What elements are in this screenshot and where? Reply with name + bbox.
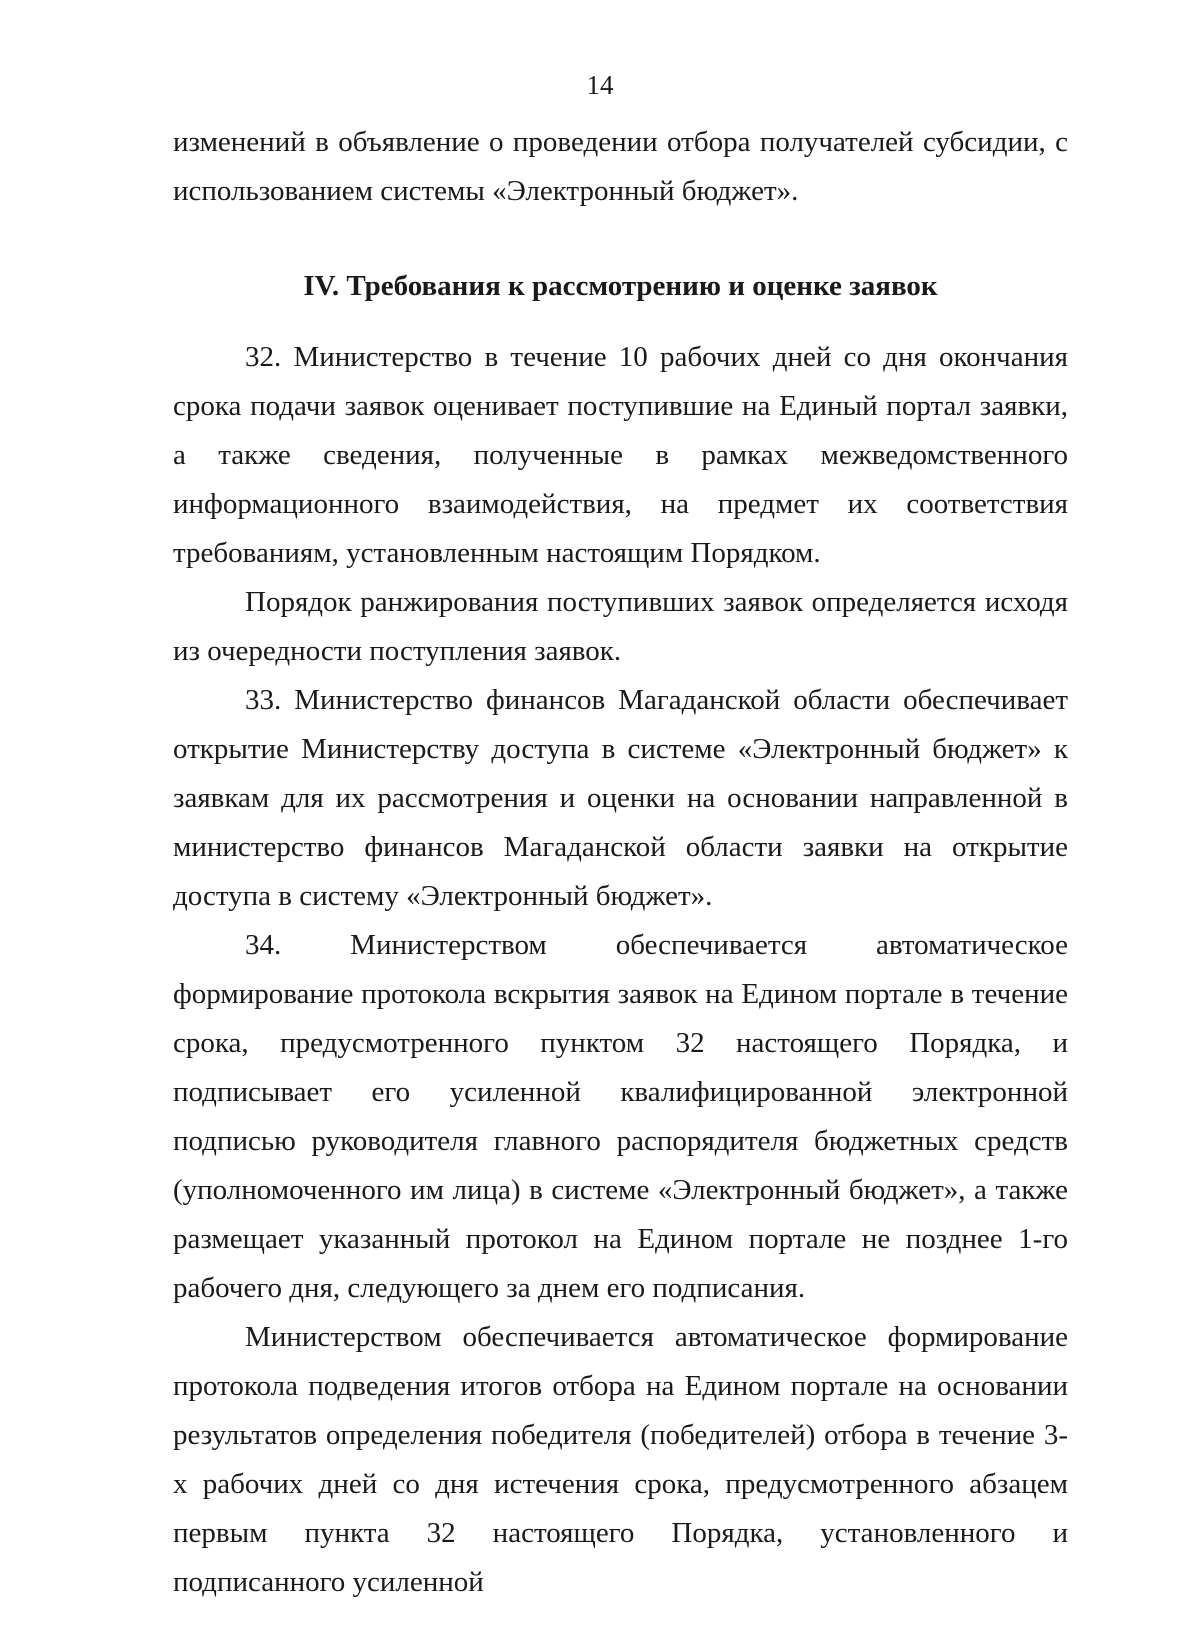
paragraph-results-protocol: Министерством обеспечивается автоматическое формирование протокола подведения итогов отбора на Едином портале на основании результатов определения победителя (победителей) отбора в течение 3-х рабочих дней со дня истечения срока, предусмотренного абзацем первым пункта 32 настоящего Порядка, установленного и подписанного усиленной (173, 1321, 1068, 1598)
paragraph-ranking: Порядок ранжирования поступивших заявок определяется исходя из очередности поступления заявок. (173, 586, 1068, 667)
body-text (173, 333, 1068, 1607)
paragraph-32: 32. Министерство в течение 10 рабочих дней со дня окончания срока подачи заявок оценивает поступившие на Единый портал заявки, а также сведения, полученные в рамках межведомственного информационного взаимодействия, на предмет их соответствия требованиям, установленным настоящим Порядком. (173, 341, 1068, 569)
paragraph-33: 33. Министерство финансов Магаданской области обеспечивает открытие Министерству доступа в системе «Электронный бюджет» к заявкам для их рассмотрения и оценки на основании направленной в министерство финансов Магаданской области заявки на открытие доступа в систему «Электронный бюджет». (173, 684, 1068, 912)
section-heading: IV. Требования к рассмотрению и оценке заявок (303, 270, 938, 302)
intro-paragraph-block (173, 118, 1068, 216)
intro-paragraph: изменений в объявление о проведении отбора получателей субсидии, с использованием системы «Электронный бюджет». (173, 126, 1068, 207)
page-number: 14 (586, 70, 614, 100)
paragraph-34: 34. Министерством обеспечивается автоматическое формирование протокола вскрытия заявок на Едином портале в течение срока, предусмотренного пунктом 32 настоящего Порядка, и подписывает его усиленной квалифицированной электронной подписью руководителя главного распорядителя бюджетных средств (уполномоченного им лица) в системе «Электронный бюджет», а также размещает указанный протокол на Едином портале не позднее 1-го рабочего дня, следующего за днем его подписания. (173, 929, 1068, 1304)
